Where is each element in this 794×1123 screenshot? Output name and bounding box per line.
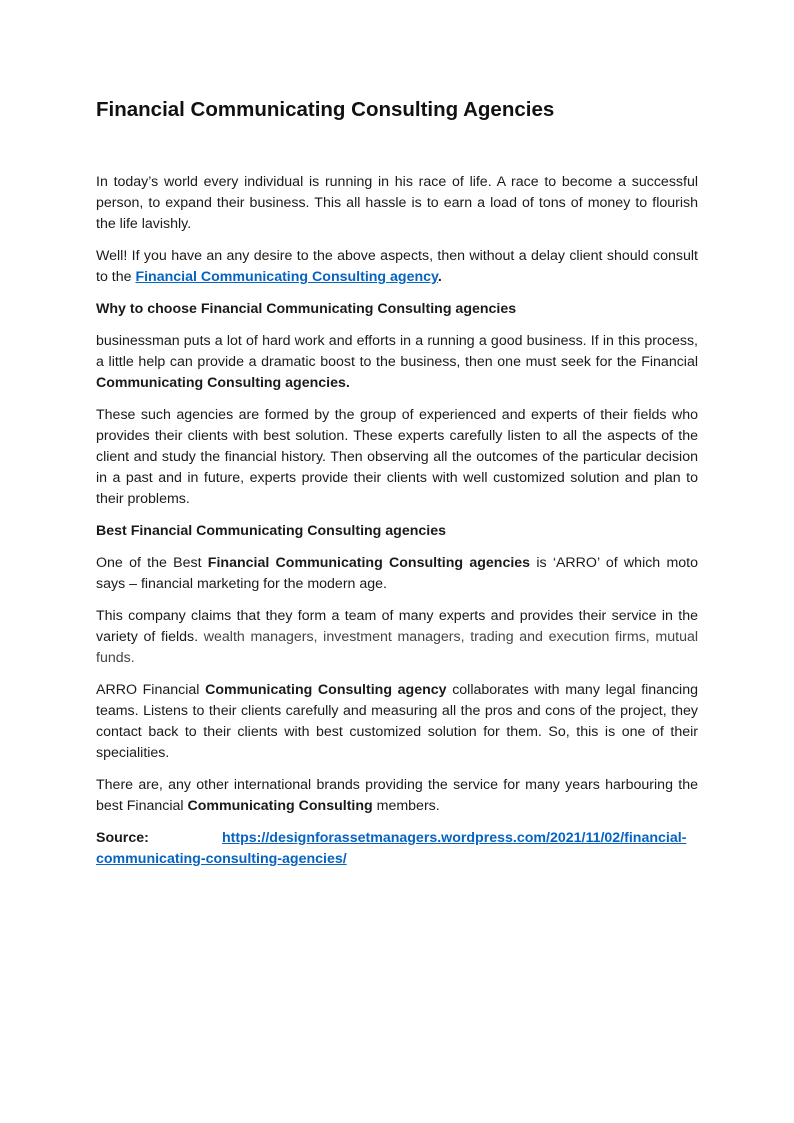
paragraph-brands-text: There are, any other international brands providing the service for many years harbouring the best Financial xyxy=(96,777,698,814)
paragraph-consult-text: Well! If you have an any desire to the above aspects, then without a delay client should consult to the xyxy=(96,248,698,285)
paragraph-businessman xyxy=(96,331,698,394)
source-link[interactable]: https://designforassetmanagers.wordpress.com/2021/11/02/financial-communicating-consulting-agencies/ xyxy=(96,830,687,867)
document-page xyxy=(96,96,698,881)
paragraph-intro: In today’s world every individual is running in his race of life. A race to become a successful person, to expand their business. This all hassle is to earn a load of tons of money to flourish the life lavishly. xyxy=(96,174,698,232)
paragraph-company-text: This company claims that they form a team of many experts and provides their service in the variety of fields. xyxy=(96,608,698,645)
paragraph-brands-bold: Communicating Consulting xyxy=(187,798,373,814)
paragraph-arro-end: is ‘ARRO’ of which moto says – financial marketing for the modern age. xyxy=(96,555,698,592)
paragraph-consult-end: . xyxy=(437,269,442,285)
source-line xyxy=(96,828,698,870)
paragraph-collaborates-bold: Communicating Consulting agency xyxy=(205,682,447,698)
source-label: Source: xyxy=(96,830,149,846)
paragraph-company xyxy=(96,606,698,669)
paragraph-company-fields: wealth managers, investment managers, trading and execution firms, mutual funds. xyxy=(96,629,699,666)
paragraph-collaborates xyxy=(96,680,698,764)
paragraph-businessman-text: businessman puts a lot of hard work and efforts in a running a good business. If in this process, a little help can provide a dramatic boost to the business, then one must seek for the Financial xyxy=(96,333,698,370)
paragraph-arro xyxy=(96,553,698,595)
agency-link[interactable]: Financial Communicating Consulting agency xyxy=(135,269,438,285)
section-heading-why: Why to choose Financial Communicating Consulting agencies xyxy=(96,301,517,317)
paragraph-collaborates-text: ARRO Financial xyxy=(96,682,206,698)
paragraph-arro-bold: Financial Communicating Consulting agencies xyxy=(207,555,531,571)
paragraph-brands-end: members. xyxy=(372,798,440,814)
paragraph-consult xyxy=(96,246,698,288)
paragraph-businessman-bold: Communicating Consulting agencies. xyxy=(96,375,350,391)
section-heading-best: Best Financial Communicating Consulting agencies xyxy=(96,523,447,539)
paragraph-arro-text: One of the Best xyxy=(96,555,208,571)
paragraph-brands xyxy=(96,775,698,817)
paragraph-collaborates-end: collaborates with many legal financing teams. Listens to their clients carefully and measuring all the pros and cons of the project, they contact back to their clients with best customized solution for them. So, this is one of their specialities. xyxy=(96,682,698,761)
page-title: Financial Communicating Consulting Agencies xyxy=(96,98,555,121)
paragraph-agencies: These such agencies are formed by the group of experienced and experts of their fields who provides their clients with best solution. These experts carefully listen to all the aspects of the client and study the financial history. Then observing all the outcomes of the particular decision in a past and in future, experts provide their clients with well customized solution and plan to their problems. xyxy=(96,407,698,507)
